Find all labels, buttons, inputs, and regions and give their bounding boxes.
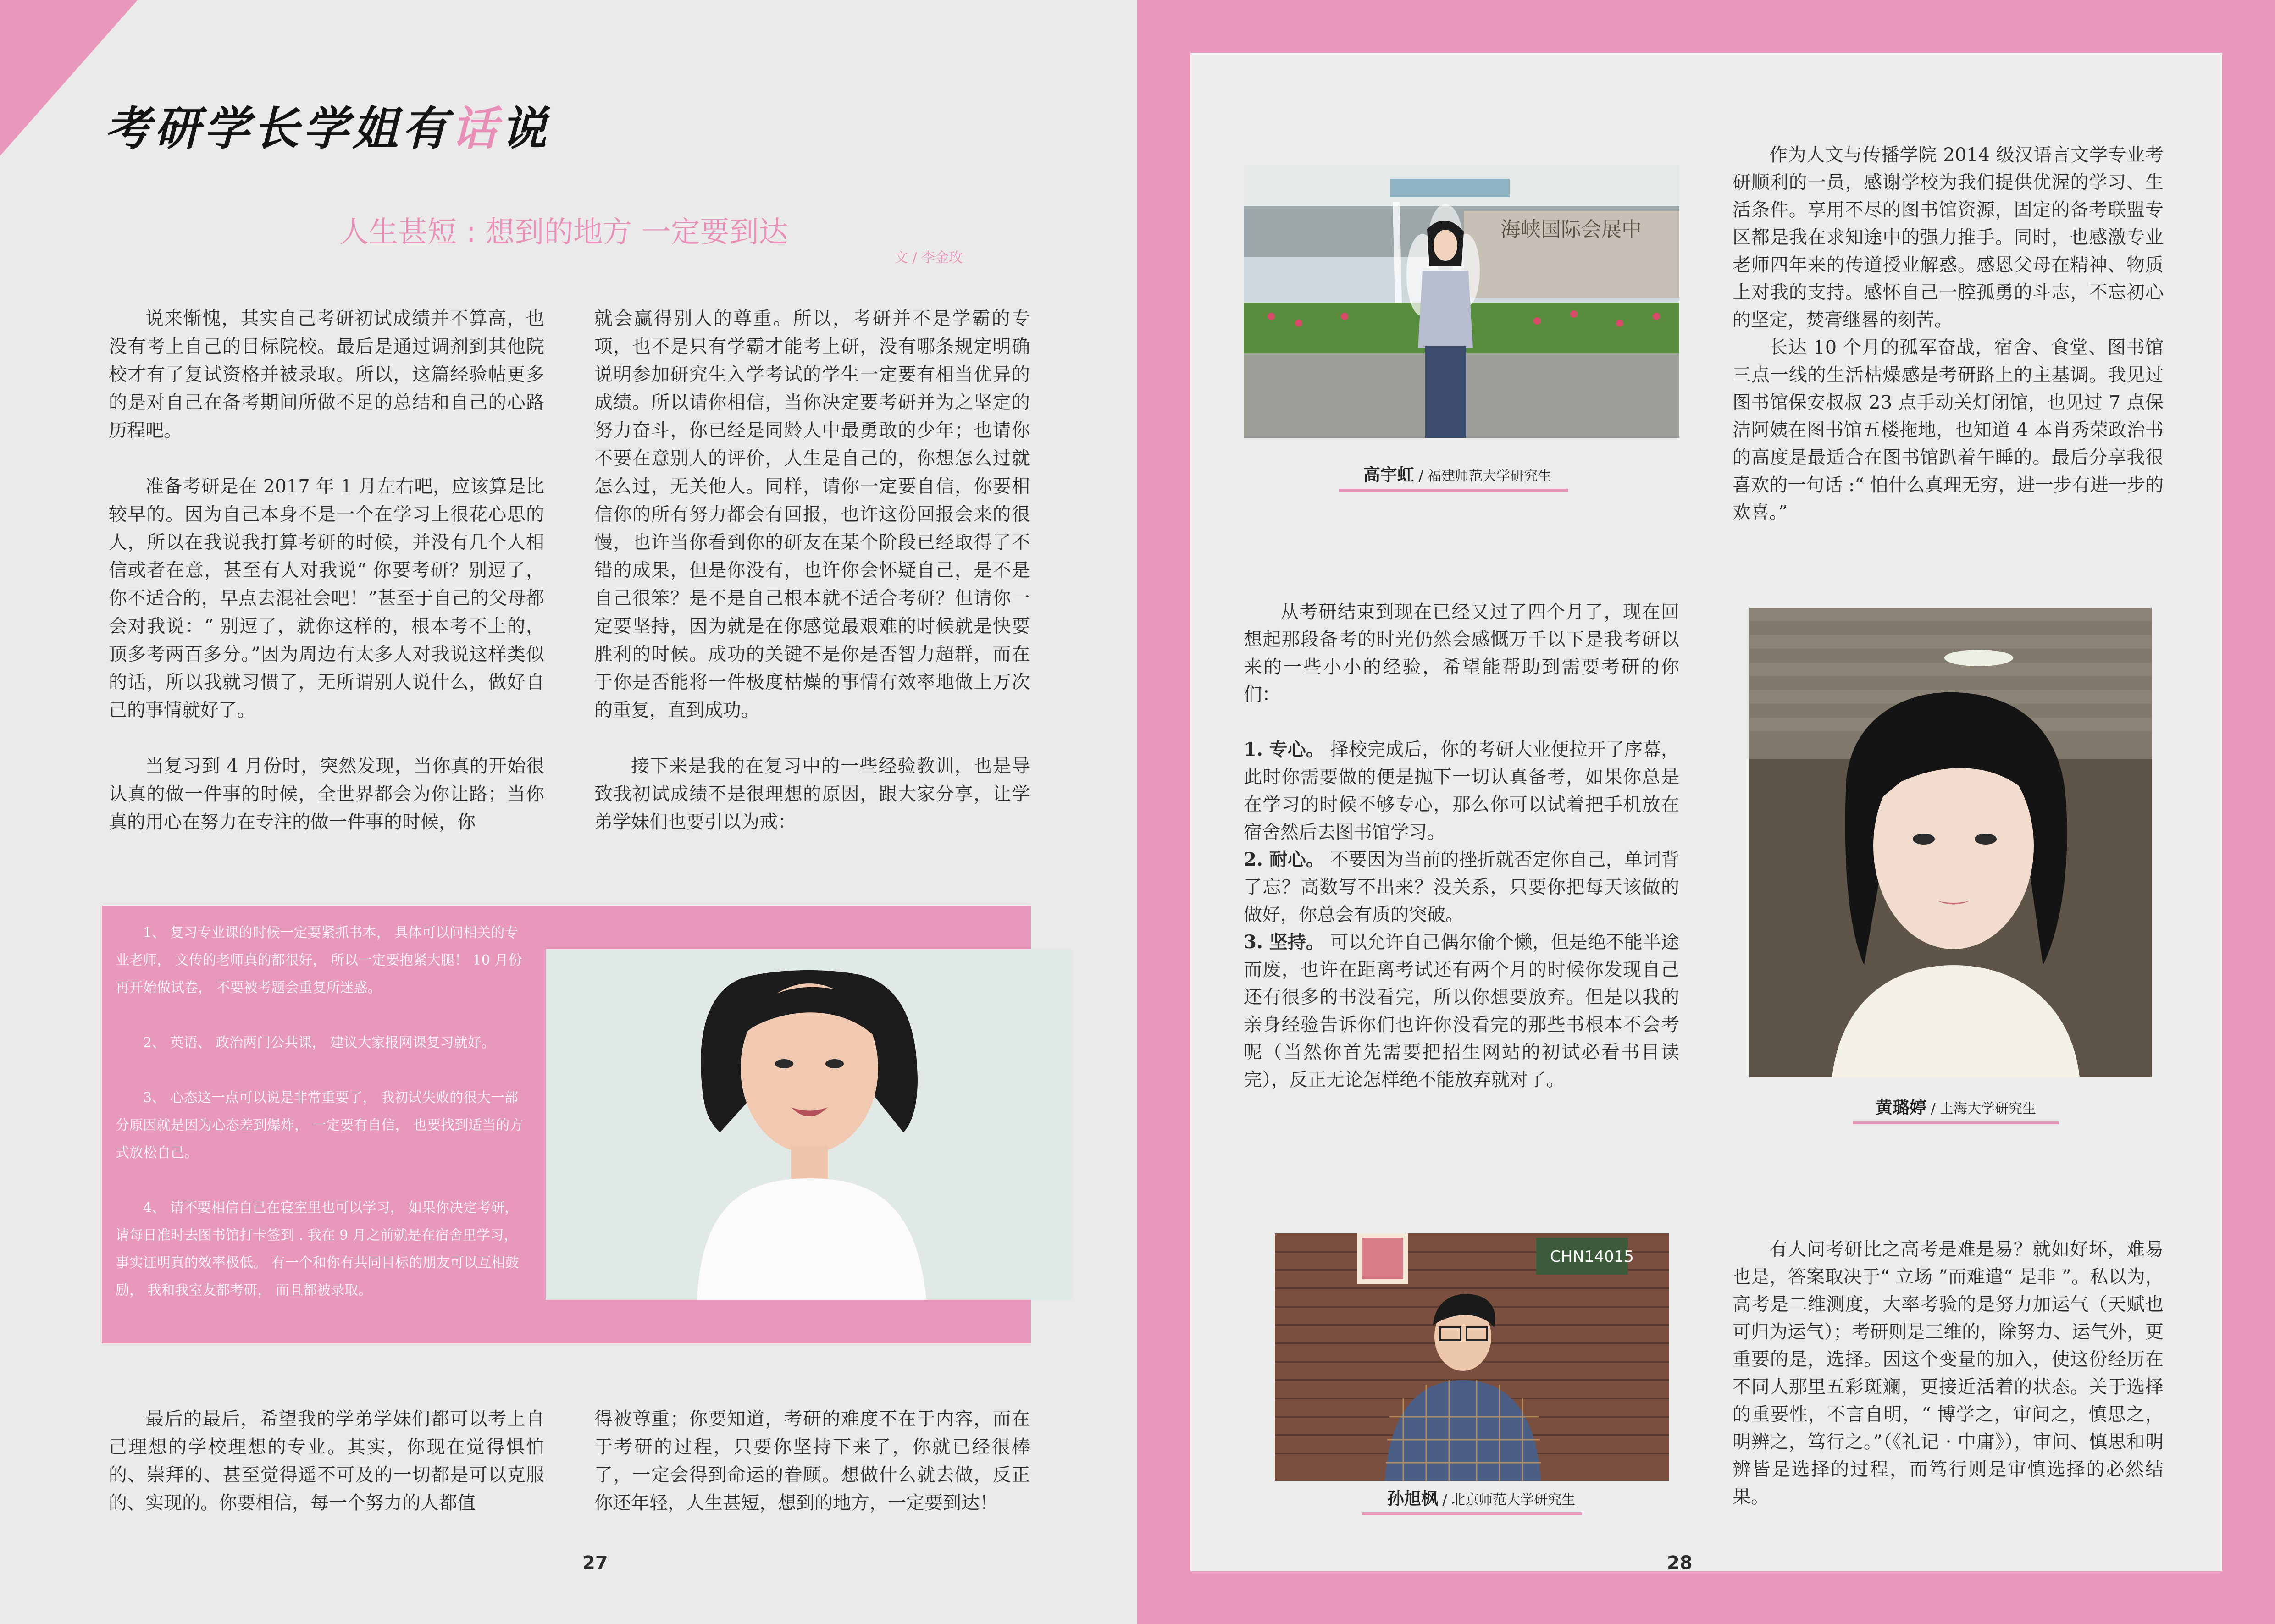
profile-photo-2: [1749, 608, 2152, 1077]
profile-paragraph: 作为人文与传播学院 2014 级汉语言文学专业考研顺利的一员，感谢学校为我们提供优渥的学习、生活条件。享用不尽的图书馆资源，固定的备考联盟专区都是我在求知途中的强力推手。同时，也感激专业老师四年来的传道授业解惑。感恩父母在精神、物质上对我的支持。感怀自己一腔孤勇的斗志，不忘初心的坚定，焚膏继晷的刻苦。: [1733, 144, 2164, 331]
article-title: 人生甚短 : 想到的地方 一定要到达: [339, 215, 788, 249]
caption-underline: [1853, 1121, 2059, 1124]
header-title-prefix: 考研学长学姐有: [105, 101, 451, 155]
caption-name: 黄璐婷: [1875, 1098, 1926, 1117]
header-title-suffix: 说: [501, 101, 550, 155]
profile-paragraph: 从考研结束到现在已经又过了四个月了，现在回想起那段备考的时光仍然会感慨万千以下是我考研以来的一些小小的经验，希望能帮助到需要考研的你们：: [1244, 602, 1679, 705]
profile-paragraph: 有人问考研比之高考是难是易？就如好坏，难易也是，答案取决于“ 立场 ”而难遣“ 是非 ”。私以为，高考是二维测度，大率考验的是努力加运气（天赋也可归为运气）；考研则是三维的，除努力、运气外，更重要的是，选择。因这个变量的加入，使这份经历在不同人那里五彩斑斓，更接近活着的状态。关于选择的重要性，不言自明，“ 博学之，审问之，慎思之，明辨之，笃行之。”（《礼记 · 中庸》），审问、慎思和明辨皆是选择的过程，而笃行则是审慎选择的必然结果。: [1733, 1239, 2164, 1508]
caption-underline: [1362, 1512, 1582, 1515]
caption-school: / 上海大学研究生: [1926, 1101, 2037, 1117]
tip-item: [1244, 736, 1679, 846]
section-header: [105, 92, 550, 158]
article-paragraph: 接下来是我的在复习中的一些经验教训，也是导致我初试成绩不是很理想的原因，跟大家分享，让学弟学妹们也要引以为戒：: [594, 756, 1030, 833]
tip-item: 1、 复习专业课的时候一定要紧抓书本， 具体可以问相关的专业老师， 文传的老师真的都很好， 所以一定要抱紧大腿！ 10 月份再开始做试卷， 不要被考题会重复所迷惑。: [116, 925, 522, 996]
tip-item: 4、 请不要相信自己在寝室里也可以学习， 如果你决定考研， 请每日准时去图书馆打卡签到 . 我在 9 月之前就是在宿舍里学习， 事实证明真的效率极低。 有一个和你有共同目标的朋友可以互相鼓励， 我和我室友都考研， 而且都被录取。: [116, 1200, 519, 1298]
caption-name: 高宇虹: [1363, 465, 1414, 485]
page-number: 28: [1667, 1552, 1693, 1574]
caption-school: / 福建师范大学研究生: [1414, 468, 1552, 484]
caption-2: [1848, 1094, 2064, 1118]
profile-photo-1: [1244, 165, 1679, 438]
caption-underline: [1339, 489, 1568, 492]
tip-heading: 3. 坚持。: [1244, 931, 1324, 953]
tip-heading: 1. 专心。: [1244, 739, 1324, 760]
caption-name: 孙旭枫: [1387, 1489, 1438, 1508]
profile-photo-3: [1275, 1233, 1669, 1481]
profile-paragraph: 长达 10 个月的孤军奋战，宿舍、食堂、图书馆三点一线的生活枯燥感是考研路上的主基调。我见过图书馆保安叔叔 23 点手动关灯闭馆，也见过 7 点保洁阿姨在图书馆五楼拖地，也知道 4 本肖秀荣政治书的高度是最适合在图书馆趴着午睡的。最后分享我很喜欢的一句话 :“ 怕什么真理无穷，进一步有进一步的欢喜。”: [1733, 337, 2164, 523]
page-number: 27: [582, 1552, 608, 1574]
venue-sign: 海峡国际会展中: [1500, 218, 1642, 241]
tip-item: 2、 英语、 政治两门公共课， 建议大家报网课复习就好。: [143, 1035, 495, 1051]
tip-item: [1244, 846, 1679, 928]
tips-box: [102, 906, 542, 1343]
caption-3: [1353, 1485, 1610, 1509]
profile-text-3: [1733, 1236, 2164, 1511]
profile-text-2: [1244, 598, 1679, 1094]
article-paragraph: 说来惭愧，其实自己考研初试成绩并不算高，也没有考上自己的目标院校。最后是通过调剂到其他院校才有了复试资格并被录取。所以，这篇经验帖更多的是对自己在备考期间所做不足的总结和自己的心路历程吧。: [109, 308, 544, 441]
tip-heading: 2. 耐心。: [1244, 849, 1324, 870]
spacer: [1244, 708, 1679, 736]
article-paragraph: 当复习到 4 月份时，突然发现，当你真的开始很认真的做一件事的时候，全世界都会为你让路；当你真的用心在努力在专注的做一件事的时候，你: [109, 756, 544, 833]
article-paragraph: 最后的最后，希望我的学弟学妹们都可以考上自己理想的学校理想的专业。其实，你现在觉得惧怕的、崇拜的、甚至觉得遥不可及的一切都是可以克服的、实现的。你要相信，每一个努力的人都值: [109, 1409, 544, 1514]
tip-item: 3、 心态这一点可以说是非常重要了， 我初试失败的很大一部分原因就是因为心态差到爆炸， 一定要有自信， 也要找到适当的方式放松自己。: [116, 1090, 524, 1161]
ending-column-1: [109, 1405, 544, 1545]
tip-item: [1244, 928, 1679, 1094]
article-paragraph: 就会赢得别人的尊重。所以，考研并不是学霸的专项，也不是只有学霸才能考上研，没有哪条规定明确说明参加研究生入学考试的学生一定要有相当优异的成绩。所以请你相信，当你决定要考研并为之坚定的努力奋斗，你已经是同龄人中最勇敢的少年；也请你不要在意别人的评价，人生是自己的，你想怎么过就怎么过，无关他人。同样，请你一定要自信，你要相信你的所有努力都会有回报，也许这份回报会来的很慢，也许当你看到你的研友在某个阶段已经取得了不错的成果，但是你没有，也许你会怀疑自己，是不是自己很笨？是不是自己根本就不适合考研？但请你一定要坚持，因为就是在你感觉最艰难的时候就是快要胜利的时候。成功的关键不是你是否智力超群，而在于你是否能将一件极度枯燥的事情有效率地做上万次的重复，直到成功。: [594, 308, 1030, 721]
caption-1: [1338, 461, 1577, 486]
tip-body: 择校完成后，你的考研大业便拉开了序幕，此时你需要做的便是抛下一切认真备考，如果你总是在学习的时候不够专心，那么你可以试着把手机放在宿舍然后去图书馆学习。: [1244, 739, 1679, 843]
article-column-2: [594, 305, 1030, 864]
tip-body: 可以允许自己偶尔偷个懒，但是绝不能半途而废，也许在距离考试还有两个月的时候你发现自己还有很多的书没看完，所以你想要放弃。但是以我的亲身经验告诉你们也许你没看完的那些书根本不会考呢（当然你首先需要把招生网站的初试必看书目读完），反正无论怎样绝不能放弃就对了。: [1244, 932, 1679, 1090]
header-title-accent: 话: [451, 101, 501, 155]
tip-body: 不要因为当前的挫折就否定你自己，单词背了忘？高数写不出来？没关系，只要你把每天该做的做好，你总会有质的突破。: [1244, 849, 1679, 925]
author-photo: [546, 949, 1073, 1300]
article-paragraph: 得被尊重；你要知道，考研的难度不在于内容，而在于考研的过程，只要你坚持下来了，你就已经很棒了，一定会得到命运的眷顾。想做什么就去做，反正你还年轻，人生甚短，想到的地方，一定要到达！: [594, 1409, 1030, 1514]
wall-sign: CHN14015: [1550, 1248, 1634, 1266]
article-paragraph: 准备考研是在 2017 年 1 月左右吧，应该算是比较早的。因为自己本身不是一个在学习上很花心思的人，所以在我说我打算考研的时候，并没有几个人相信或者在意，甚至有人对我说“ 你要考研？别逗了，你不适合的，早点去混社会吧！”甚至于自己的父母都会对我说：“ 别逗了，就你这样的，根本考不上的，顶多考两百多分。”因为周边有太多人对我说这样类似的话，所以我就习惯了，无所谓别人说什么，做好自己的事情就好了。: [109, 476, 544, 721]
caption-school: / 北京师范大学研究生: [1438, 1492, 1576, 1508]
ending-column-2: [594, 1405, 1030, 1545]
article-column-1: [109, 305, 544, 864]
profile-text-1: [1733, 141, 2164, 526]
article-byline: 文 / 李金玫: [894, 250, 963, 266]
